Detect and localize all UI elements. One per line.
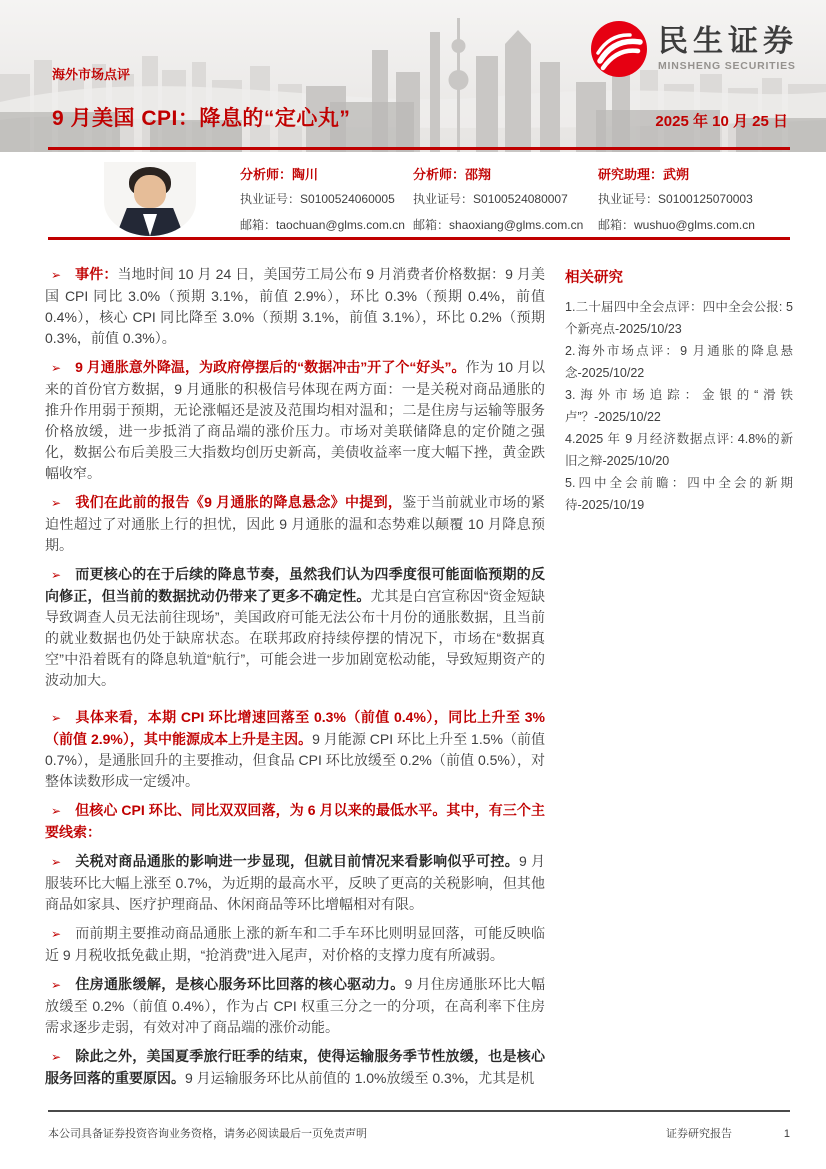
report-category: 海外市场点评 [52,67,131,82]
analyst-card [413,164,583,242]
arrow-icon: ➢ [51,568,62,582]
page-number: 1 [783,1128,790,1140]
email-label: 邮箱： [598,218,635,232]
related-research-item: 1.二十届四中全会点评：四中全会公报: 5 个新亮点-2025/10/23 [565,300,793,336]
paragraph-text: 鉴于当前就业市场的紧迫性超过了对通胀上行的担忧，因此 9 月通胀的温和态势难以颠覆 10 月降息预期。 [45,494,545,553]
portrait-face [134,175,166,208]
sidebar-title: 相关研究 [565,270,623,286]
body-paragraph [45,707,545,792]
license-number: S0100125070003 [658,192,753,206]
body-paragraph [45,800,545,843]
paragraph-text: 9 月运输服务环比从前值的 1.0%放缓至 0.3%，尤其是机 [185,1070,535,1086]
analyst-name: 陶川 [292,167,319,182]
paragraph-lead: 但核心 CPI 环比、同比双双回落，为 6 月以来的最低水平。其中，有三个主要线索： [45,802,545,840]
paragraph-text: 尤其是白宫宣称因“资金短缺导致调查人员无法前往现场”，美国政府可能无法公布十月份的通胀数据，且当前的就业数据也仍处于缺席状态。在联邦政府持续停摆的情况下，市场在“数据真空”中沿着既有的降息轨道“航行”，可能会进一步加剧宽松动能，导致短期资产的波动加大。 [45,588,545,688]
analysts-section [0,152,826,240]
body-paragraph [45,264,545,349]
paragraph-lead: 9 月通胀意外降温，为政府停摆后的“数据冲击”开了个“好头”。 [75,359,466,375]
analyst-role-label: 分析师： [413,167,466,182]
paragraph-lead: 具体来看，本期 CPI 环比增速回落至 0.3%（前值 0.4%），同比上升至 3%（前值 2.9%），其中能源成本上升是主因。 [45,709,545,747]
arrow-icon: ➢ [51,361,62,375]
license-label: 执业证号： [413,192,474,206]
minsheng-logo-icon [590,20,648,78]
license-number: S0100524080007 [473,192,568,206]
email-label: 邮箱： [240,218,277,232]
analyst-card [598,164,755,242]
analyst-role-label: 分析师： [240,167,293,182]
paragraph-lead: 关税对商品通胀的影响进一步显现，但就目前情况来看影响似乎可控。 [75,853,519,869]
body-paragraph [45,357,545,484]
footer [48,1110,790,1141]
paragraph-lead: 我们在此前的报告《9 月通胀的降息悬念》中提到， [75,494,403,510]
body-column [45,264,545,1097]
analysts-divider [48,237,790,240]
paragraph-lead: 事件： [75,266,118,282]
license-label: 执业证号： [598,192,659,206]
footer-disclaimer: 本公司具备证券投资咨询业务资格，请务必阅读最后一页免责声明 [48,1128,367,1140]
arrow-icon: ➢ [51,978,62,992]
analyst-photo [104,162,196,236]
header-divider [48,147,790,150]
license-label: 执业证号： [240,192,301,206]
header [0,0,826,152]
arrow-icon: ➢ [51,268,62,282]
arrow-icon: ➢ [51,1050,62,1064]
body-paragraph [45,923,545,966]
paragraph-lead: 而更核心的在于后续的降息节奏，虽然我们认为四季度很可能面临预期的反向修正，但当前的数据扰动仍带来了更多不确定性。 [45,566,545,604]
related-research-item: 5.四中全会前瞻：四中全会的新期待-2025/10/19 [565,476,793,512]
body-paragraph [45,974,545,1038]
body-paragraph [45,564,545,691]
body-paragraph [45,851,545,915]
email-value: taochuan@glms.com.cn [276,218,405,232]
brand-name-en: MINSHENG SECURITIES [658,60,796,72]
report-date: 2025 年 10 月 25 日 [655,113,788,130]
paragraph-lead: 除此之外，美国夏季旅行旺季的结束，使得运输服务季节性放缓，也是核心服务回落的重要原因。 [45,1048,545,1086]
email-value: wushuo@glms.com.cn [634,218,755,232]
arrow-icon: ➢ [51,927,62,941]
paragraph-text: 当地时间 10 月 24 日，美国劳工局公布 9 月消费者价格数据：9 月美国 CPI 同比 3.0%（预期 3.1%，前值 2.9%），环比 0.3%（预期 0.4%，前值 0.4%），核心 CPI 同比降至 3.0%（预期 3.1%，前值 3.1%），环比 0.2%（预期 0.3%，前值 0.3%）。 [45,266,546,346]
related-research-sidebar [565,266,793,516]
analyst-role-label: 研究助理： [598,167,664,182]
paragraph-text: 而前期主要推动商品通胀上涨的新车和二手车环比则明显回落，可能反映临近 9 月税收抵免截止期，“抢消费”进入尾声，对价格的支撑力度有所减弱。 [45,925,545,963]
email-value: shaoxiang@glms.com.cn [449,218,584,232]
email-label: 邮箱： [413,218,450,232]
related-research-item: 4.2025 年 9 月经济数据点评: 4.8%的新旧之辩-2025/10/20 [565,432,793,468]
related-research-item: 2.海外市场点评：9 月通胀的降息悬念-2025/10/22 [565,344,793,380]
footer-report-type: 证券研究报告 [666,1128,732,1140]
analyst-card [240,164,405,242]
brand-logo [590,20,798,78]
body-paragraph [45,1046,545,1089]
page-title: 9 月美国 CPI：降息的“定心丸” [52,107,351,130]
arrow-icon: ➢ [51,855,62,869]
arrow-icon: ➢ [51,711,62,725]
analyst-name: 武朔 [663,167,690,182]
arrow-icon: ➢ [51,496,62,510]
arrow-icon: ➢ [51,804,62,818]
paragraph-text: 作为 10 月以来的首份官方数据，9 月通胀的积极信号体现在两方面：一是关税对商品通胀的推升作用弱于预期，无论涨幅还是波及范围均相对温和；二是住房与运输等服务价格放缓，进一步抵消了商品端的涨价压力。市场对美联储降息的定价随之强化，数据公布后美股三大指数均创历史新高，美债收益率一度大幅下挫，黄金跌幅收窄。 [45,359,545,481]
related-research-item: 3.海外市场追踪：金银的“滑铁卢”？-2025/10/22 [565,388,793,424]
paragraph-text: 9 月能源 CPI 环比上升至 1.5%（前值 0.7%），是通胀回升的主要推动，但食品 CPI 环比放缓至 0.2%（前值 0.5%），对整体读数形成一定缓冲。 [45,731,545,789]
paragraph-text: 9 月服装环比大幅上涨至 0.7%，为近期的最高水平，反映了更高的关税影响，但其他商品如家具、医疗护理商品、休闲商品等环比增幅相对有限。 [45,853,545,912]
paragraph-text: 9 月住房通胀环比大幅放缓至 0.2%（前值 0.4%），作为占 CPI 权重三分之一的分项，在高利率下住房需求逐步走弱，有效对冲了商品端的涨价动能。 [45,976,545,1035]
brand-name-cn: 民生证券 [658,25,798,58]
body-paragraph [45,492,545,556]
analyst-name: 邵翔 [465,167,492,182]
license-number: S0100524060005 [300,192,395,206]
paragraph-lead: 住房通胀缓解，是核心服务环比回落的核心驱动力。 [75,976,405,992]
